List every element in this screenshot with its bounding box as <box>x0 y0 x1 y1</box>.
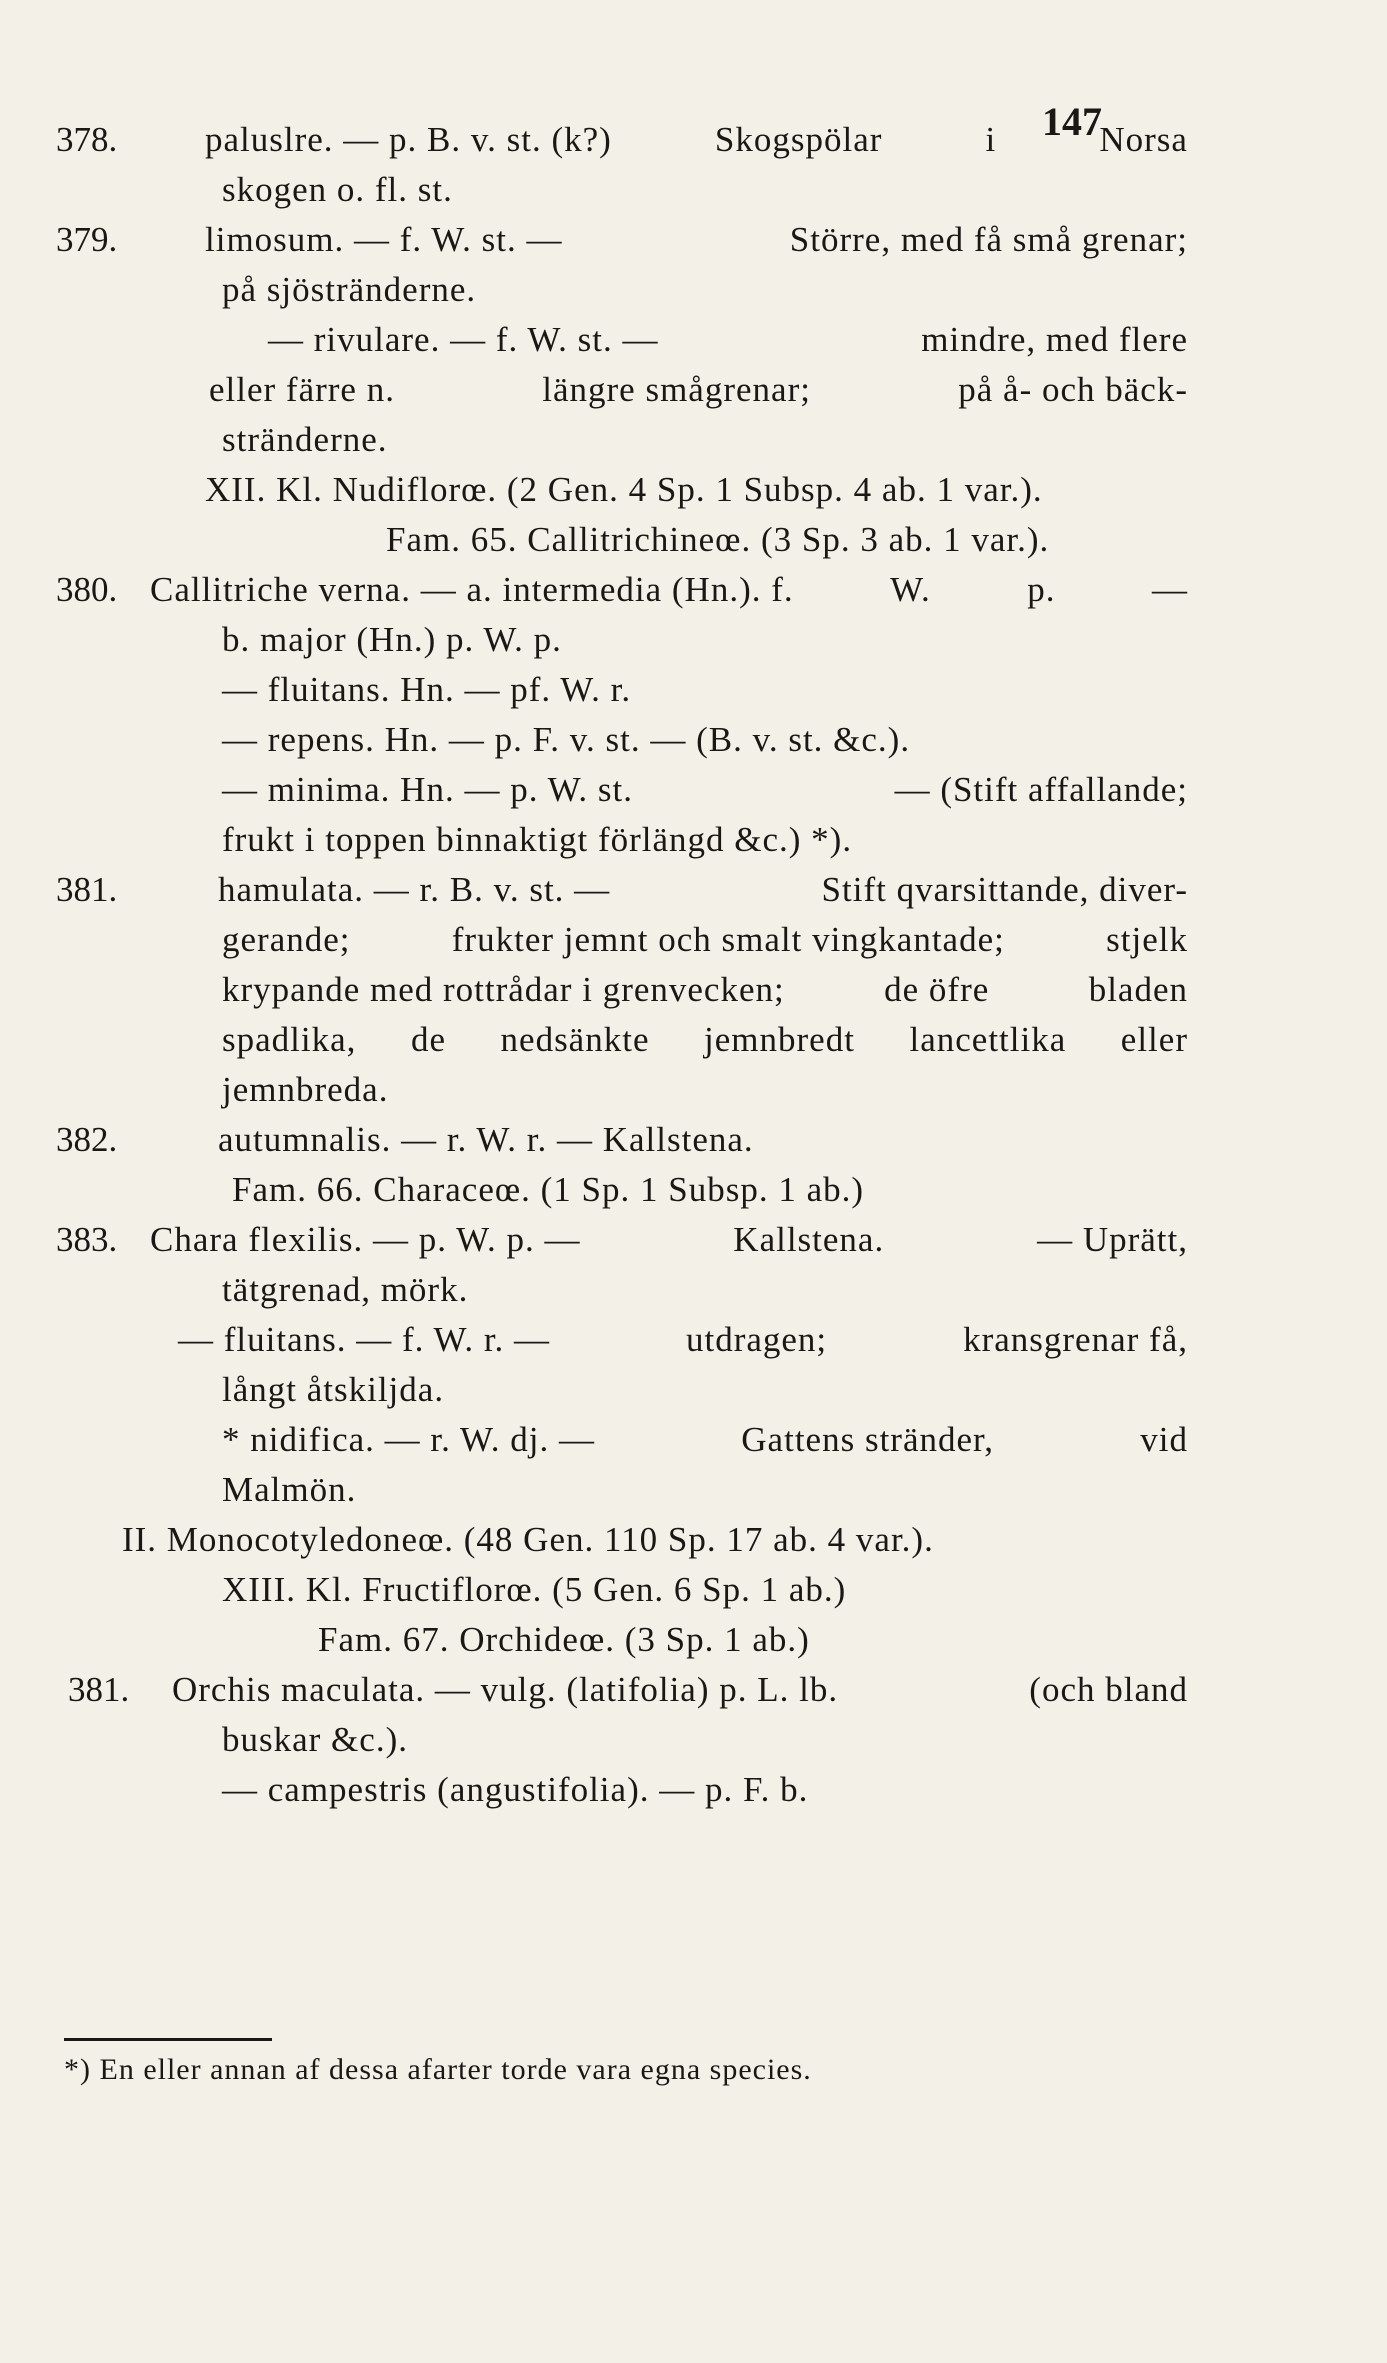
text-line: hamulata. — r. B. v. st. — Stift qvarsittande, diver- <box>218 870 1188 909</box>
family-heading: Fam. 65. Callitrichineœ. (3 Sp. 3 ab. 1 var.). <box>386 520 1050 559</box>
text-line: buskar &c.). <box>222 1720 408 1759</box>
entry-number: 382. <box>56 1120 118 1159</box>
text-line: jemnbreda. <box>222 1070 389 1109</box>
text-line: * nidifica. — r. W. dj. — Gattens stränder, vid <box>222 1420 1188 1459</box>
text-line: Malmön. <box>222 1470 357 1509</box>
entry-number: 381. <box>56 870 118 909</box>
text-line: eller färre n. längre smågrenar; på å- och bäck- <box>209 370 1188 409</box>
text-line: — minima. Hn. — p. W. st. — (Stift affallande; <box>222 770 1188 809</box>
text-line: krypande med rottrådar i grenvecken; de öfre bladen <box>222 970 1188 1009</box>
text-line: b. major (Hn.) p. W. p. <box>222 620 562 659</box>
entry-number: 383. <box>56 1220 118 1259</box>
text-line: långt åtskiljda. <box>222 1370 445 1409</box>
text-line: gerande; frukter jemnt och smalt vingkantade; stjelk <box>222 920 1188 959</box>
division-heading: II. Monocotyledoneœ. (48 Gen. 110 Sp. 17 ab. 4 var.). <box>122 1520 934 1559</box>
class-heading: XII. Kl. Nudiflorœ. (2 Gen. 4 Sp. 1 Subsp. 4 ab. 1 var.). <box>205 470 1043 509</box>
entry-number: 378. <box>56 120 118 159</box>
text-line: Chara flexilis. — p. W. p. — Kallstena. — Uprätt, <box>150 1220 1188 1259</box>
entry-number: 380. <box>56 570 118 609</box>
text-line: limosum. — f. W. st. — Större, med få små grenar; <box>205 220 1188 259</box>
entry-number: 379. <box>56 220 118 259</box>
family-heading: Fam. 67. Orchideœ. (3 Sp. 1 ab.) <box>318 1620 810 1659</box>
text-line: skogen o. fl. st. <box>222 170 453 209</box>
text-line: Callitriche verna. — a. intermedia (Hn.). f. W. p. — <box>150 570 1188 609</box>
family-heading: Fam. 66. Characeœ. (1 Sp. 1 Subsp. 1 ab.) <box>232 1170 865 1209</box>
text-line: frukt i toppen binnaktigt förlängd &c.) *). <box>222 820 853 859</box>
text-line: — rivulare. — f. W. st. — mindre, med flere <box>268 320 1188 359</box>
text-line: paluslre. — p. B. v. st. (k?) Skogspölar i Norsa <box>205 120 1188 159</box>
text-line: — campestris (angustifolia). — p. F. b. <box>222 1770 809 1809</box>
text-line: spadlika, de nedsänkte jemnbredt lancettlika eller <box>222 1020 1188 1059</box>
text-line: — fluitans. — f. W. r. — utdragen; kransgrenar få, <box>178 1320 1188 1359</box>
text-line: på sjöstränderne. <box>222 270 477 309</box>
footnote-rule <box>64 2038 272 2041</box>
class-heading: XIII. Kl. Fructiflorœ. (5 Gen. 6 Sp. 1 ab.) <box>222 1570 847 1609</box>
page-number: 147 <box>1042 99 1102 144</box>
footnote: *) En eller annan af dessa afarter torde vara egna species. <box>64 2053 812 2086</box>
text-line: Orchis maculata. — vulg. (latifolia) p. L. lb. (och bland <box>172 1670 1188 1709</box>
entry-number: 381. <box>68 1670 130 1709</box>
text-line: — repens. Hn. — p. F. v. st. — (B. v. st. &c.). <box>222 720 911 759</box>
text-line: — fluitans. Hn. — pf. W. r. <box>222 670 632 709</box>
text-line: autumnalis. — r. W. r. — Kallstena. <box>218 1120 754 1159</box>
text-line: stränderne. <box>222 420 388 459</box>
text-line: tätgrenad, mörk. <box>222 1270 469 1309</box>
